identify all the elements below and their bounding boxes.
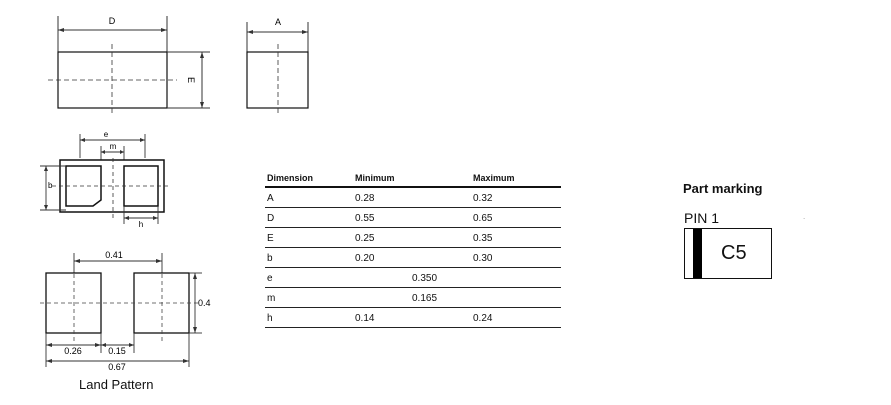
- row-name: b: [267, 253, 273, 264]
- dim-a-label: A: [274, 17, 282, 27]
- dim-b-label: b: [48, 181, 53, 190]
- package-side-view: [240, 10, 320, 120]
- row-name: D: [267, 213, 275, 224]
- row-min: 0.20: [355, 253, 375, 264]
- table-row: [265, 208, 561, 228]
- header-maximum: Maximum: [473, 173, 515, 183]
- row-name: h: [267, 313, 273, 324]
- lp-total-label: 0.67: [108, 362, 126, 372]
- land-pattern-caption: Land Pattern: [79, 377, 154, 392]
- table-header: [265, 172, 561, 188]
- row-max: 0.32: [473, 193, 493, 204]
- row-min: 0.25: [355, 233, 375, 244]
- table-row: [265, 268, 561, 288]
- lp-pitch-label: 0.41: [105, 250, 123, 260]
- dimension-table: [265, 172, 561, 328]
- table-row: [265, 288, 561, 308]
- land-pattern-drawing: [40, 245, 220, 375]
- lp-gap-label: 0.15: [108, 346, 126, 356]
- lp-pad-width-label: 0.26: [64, 346, 82, 356]
- row-max: 0.65: [473, 213, 493, 224]
- pin1-label: PIN 1: [684, 210, 720, 226]
- row-name: e: [267, 273, 273, 284]
- table-row: [265, 188, 561, 208]
- marking-code: C5: [721, 242, 747, 264]
- row-nominal: 0.350: [412, 273, 438, 284]
- package-top-view: [40, 10, 220, 120]
- row-min: 0.55: [355, 213, 375, 224]
- dim-e-label: E: [186, 76, 196, 84]
- row-min: 0.28: [355, 193, 375, 204]
- part-marking-title: Part marking: [683, 181, 763, 196]
- header-dimension: Dimension: [267, 173, 314, 183]
- table-row: [265, 228, 561, 248]
- table-row: [265, 308, 561, 328]
- dim-e-pitch-label: e: [103, 130, 109, 139]
- row-max: 0.35: [473, 233, 493, 244]
- package-bottom-view: [38, 128, 178, 228]
- row-max: 0.24: [473, 313, 493, 324]
- header-minimum: Minimum: [355, 173, 395, 183]
- pin1-indicator-bar: [693, 229, 702, 278]
- row-min: 0.14: [355, 313, 375, 324]
- row-max: 0.30: [473, 253, 493, 264]
- dim-h-label: h: [138, 220, 144, 228]
- row-name: m: [267, 293, 276, 304]
- dim-d-label: D: [108, 16, 116, 26]
- row-name: A: [267, 193, 274, 204]
- row-name: E: [267, 233, 274, 244]
- stray-mark: .: [803, 212, 806, 221]
- row-nominal: 0.165: [412, 293, 438, 304]
- dim-m-label: m: [109, 142, 117, 151]
- part-marking-box: [684, 228, 772, 279]
- lp-height-label: 0.4: [198, 298, 211, 308]
- table-row: [265, 248, 561, 268]
